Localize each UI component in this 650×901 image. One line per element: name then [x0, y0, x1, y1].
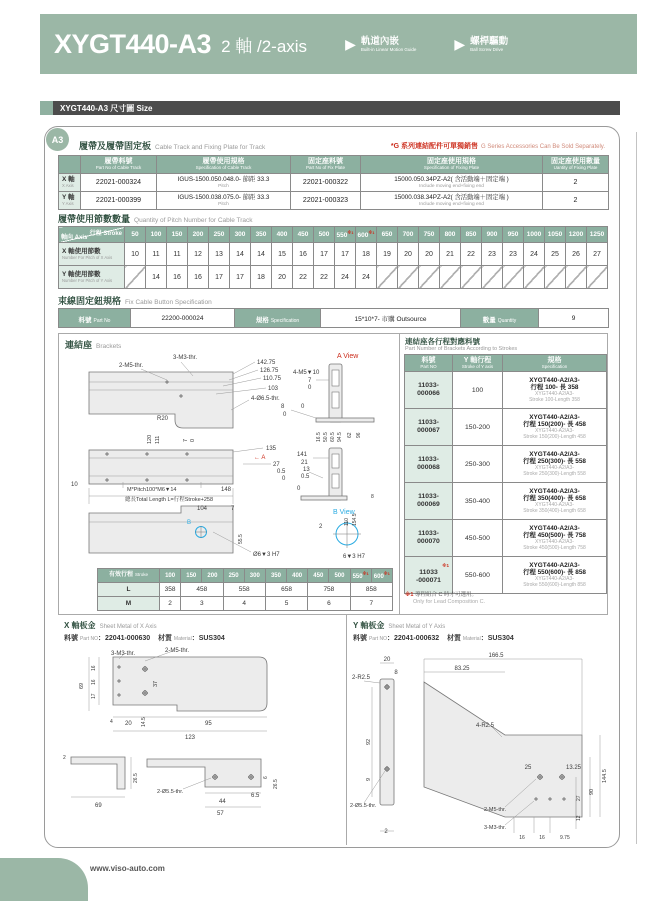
- pitch-value-cell: 14: [146, 266, 167, 289]
- pitch-value-cell: 23: [503, 243, 524, 266]
- bracket-spec: XYGT440-A2/A3- 行程 100- 長 358 XYGT440-A2/A3- Stroke 100-Length 358: [503, 372, 607, 409]
- table-row: 料號 Part No 22200-000024 規格 Specification 15*10*7- 市購 Outsource 數量 Quantity 9: [59, 309, 609, 328]
- pitch-value-cell: 27: [587, 243, 608, 266]
- stroke-header-cell: 450: [293, 227, 314, 243]
- dimension-label: 111: [155, 435, 161, 444]
- stroke-header-cell: 200: [188, 227, 209, 243]
- bracket-row: [405, 483, 607, 520]
- pitch-value-cell: 18: [356, 243, 377, 266]
- dimension-label: 110.75: [263, 376, 281, 382]
- axis-subtitle: 2 軸 /2-axis: [221, 36, 308, 56]
- bracket-part-no: 11033- 000069: [405, 483, 453, 520]
- footer-url: www.viso-auto.com: [90, 864, 165, 873]
- dimension-label: 126.75: [260, 368, 279, 374]
- dimension-label: 6▼3 H7: [343, 554, 365, 560]
- stroke-header-cell: 700: [398, 227, 419, 243]
- lm-l-cells: L 358 458 558 658 758 858: [98, 583, 393, 597]
- dimension-label: A View: [337, 353, 359, 360]
- bracket-stroke: 150-200: [453, 409, 503, 446]
- dimension-label: B View: [333, 509, 355, 516]
- length-value-cell: 3: [181, 597, 223, 611]
- pitch-value-cell: [461, 266, 482, 289]
- stroke-header-cell: 150: [181, 569, 202, 583]
- sheet-x-drawing: [55, 647, 340, 842]
- stroke-header-cell: 800: [440, 227, 461, 243]
- pitch-value-cell: [503, 266, 524, 289]
- dimension-label: 2-M5-thr.: [119, 363, 144, 369]
- dimension-label: R20: [157, 416, 169, 422]
- dimension-label: 8: [281, 404, 285, 410]
- bracket-row: [405, 520, 607, 557]
- dimension-label: 12: [576, 815, 582, 821]
- dimension-label: 2-M5-thr.: [484, 807, 507, 813]
- bracket-spec: XYGT440-A2/A3- 行程 550(600)- 長 858 XYGT440-A2/A3- Stroke 550(600)-Length 858: [503, 557, 607, 594]
- dimension-label: 0: [190, 438, 196, 442]
- pitch-value-cell: [524, 266, 545, 289]
- dimension-label: 0: [282, 476, 286, 482]
- dimension-label: 8: [371, 494, 374, 500]
- stroke-header-cell: 750: [419, 227, 440, 243]
- arrow-icon: ▶: [454, 36, 466, 52]
- dimension-label: 2-Ø5.5-thr.: [157, 789, 184, 795]
- bracket-stroke: 350-400: [453, 483, 503, 520]
- dimension-label: 92: [366, 738, 372, 745]
- brackets-drawing: [61, 350, 397, 562]
- dimension-label: 0.5: [277, 469, 286, 475]
- bracket-stroke: 550-600: [453, 557, 503, 594]
- length-value-cell: 358: [160, 583, 181, 597]
- stroke-length-table: [97, 568, 393, 611]
- pitch-value-cell: 25: [545, 243, 566, 266]
- pitch-value-cell: [440, 266, 461, 289]
- dimension-label: 0: [301, 404, 305, 410]
- dimension-label: 3-M3-thr.: [484, 825, 507, 831]
- dimension-label: 16: [91, 679, 97, 685]
- section-bar: [40, 101, 620, 115]
- pitch-x-cells: X 軸使用節數 Number For Pitch of X Axis 10 11 11 12 13 14 14 15 16 17 17 18 19 20 20 21 22 23 23 24 25 26 27: [59, 243, 608, 266]
- pitch-value-cell: [419, 266, 440, 289]
- dimension-label: 142.75: [257, 360, 276, 366]
- divider: [399, 334, 400, 614]
- feature-guide-zh: 軌道內嵌: [360, 35, 399, 47]
- bracket-stroke: 450-500: [453, 520, 503, 557]
- dimension-label: 7: [231, 506, 235, 512]
- pitch-value-cell: [482, 266, 503, 289]
- dimension-label: 69: [79, 682, 85, 689]
- sheet-x-title: X 軸板金 Sheet Metal of X Axis: [64, 621, 157, 630]
- bracket-parts-header-row: 料號 Part NO Y 軸行程 Stroke of Y axis 規格 Specification: [405, 355, 607, 372]
- dimension-label: 2-M5-thr.: [165, 648, 190, 654]
- bracket-spec: XYGT440-A2/A3- 行程 450(500)- 長 758 XYGT440-A2/A3- Stroke 450(500)-Length 758: [503, 520, 607, 557]
- feature-screw-en: Ball Screw Drive: [470, 47, 504, 52]
- length-value-cell: 2: [160, 597, 181, 611]
- pitch-value-cell: 20: [272, 266, 293, 289]
- dimension-label: 141: [297, 452, 308, 458]
- lm-m-cells: M 2 3 4 5 6 7: [98, 597, 393, 611]
- stroke-header-cell: 150: [167, 227, 188, 243]
- dimension-label: 26.5: [273, 779, 279, 789]
- pitch-value-cell: [566, 266, 587, 289]
- stroke-header-cell: 350: [265, 569, 286, 583]
- dimension-label: 2-Ø5.5-thr.: [350, 803, 377, 809]
- cable-track-header-row: 履帶料號 Part No of Cable Track 履帶使用規格 Specification of Cable Track 固定座料號 Part No of Fix Plate 固定座使用規格 Specification of Fixing Plate 固定座使用數量 Uantity of Fixing Plate: [59, 156, 609, 174]
- stroke-header-cell: 950: [503, 227, 524, 243]
- pitch-value-cell: 11: [167, 243, 188, 266]
- dimension-label: 8: [394, 670, 398, 676]
- dimension-label: 123: [185, 735, 196, 741]
- feature-screw-zh: 螺桿驅動: [470, 35, 509, 47]
- stroke-header-cell: 300: [230, 227, 251, 243]
- dimension-label: 95: [205, 721, 212, 727]
- stroke-header-cell: 100: [160, 569, 181, 583]
- dimension-label: 148: [221, 487, 232, 493]
- stroke-header-cell: 250: [223, 569, 244, 583]
- dimension-label: 4-R2.5: [476, 723, 495, 729]
- section-square-icon: [40, 101, 53, 115]
- pitch-value-cell: 17: [209, 266, 230, 289]
- table-row: X 軸 X Axis 22021-000324 IGUS-1500.050.048.0- 節距 33.3 Pitch 22021-000322 15000.050.34PZ-A2( 含活動端＋固定端 ) Include moving end+fixing end 2: [59, 174, 609, 192]
- dimension-label: 2: [63, 755, 66, 761]
- pitch-value-cell: 14: [230, 243, 251, 266]
- pitch-value-cell: 22: [314, 266, 335, 289]
- bracket-stroke: 100: [453, 372, 503, 409]
- bracket-spec: XYGT440-A2/A3- 行程 150(200)- 長 458 XYGT440-A2/A3- Stroke 150(200)-Length 458: [503, 409, 607, 446]
- dimension-label: 2: [319, 524, 323, 530]
- stroke-header-cell: 500: [329, 569, 350, 583]
- stroke-header-cell: 350: [251, 227, 272, 243]
- bracket-stroke: 250-300: [453, 446, 503, 483]
- dimension-label: B: [187, 520, 192, 526]
- dimension-label: 10: [71, 482, 78, 488]
- dimension-label: 96: [356, 432, 362, 438]
- stroke-header-cell: 200: [202, 569, 223, 583]
- stroke-header-cell: 50: [125, 227, 146, 243]
- dimension-label: 2: [384, 829, 388, 835]
- pitch-value-cell: 16: [188, 266, 209, 289]
- length-value-cell: 458: [181, 583, 223, 597]
- product-model: XYGT440-A3: [54, 28, 212, 59]
- stroke-header-cell: 400: [287, 569, 308, 583]
- page-edge-line: [636, 132, 637, 844]
- stroke-header-cell: 900: [482, 227, 503, 243]
- brackets-title: 連結座 Brackets: [65, 340, 122, 350]
- dimension-label: 20: [383, 657, 391, 663]
- pitch-value-cell: 20: [419, 243, 440, 266]
- section-title: XYGT440-A3 尺寸圖 Size: [53, 101, 620, 115]
- bracket-part-no: 11033- 000068: [405, 446, 453, 483]
- stroke-header-cell: 850: [461, 227, 482, 243]
- bracket-part-no: 11033- 000066: [405, 372, 453, 409]
- fix-button-table: [58, 308, 609, 328]
- dimension-label: M*Pitch100*M6▼14: [127, 487, 177, 493]
- dimension-label: 90: [589, 788, 595, 795]
- dimension-label: 26.5: [133, 773, 139, 783]
- pitch-value-cell: 24: [524, 243, 545, 266]
- dimension-label: 44: [219, 799, 226, 805]
- dimension-label: 62: [347, 432, 353, 438]
- dimension-label: 55.5: [238, 534, 244, 544]
- pitch-value-cell: 20: [398, 243, 419, 266]
- stroke-header-cell: 100: [146, 227, 167, 243]
- dimension-label: 9: [366, 777, 372, 781]
- stroke-header-cell: 1000: [524, 227, 545, 243]
- stroke-header-cell: 1250: [587, 227, 608, 243]
- dimension-label: 104: [197, 506, 208, 512]
- pitch-value-cell: 21: [440, 243, 461, 266]
- pitch-value-cell: 14: [251, 243, 272, 266]
- dimension-label: 57: [217, 811, 224, 817]
- bracket-part-no: 11033- 000070: [405, 520, 453, 557]
- dimension-label: 0: [283, 412, 287, 418]
- fix-button-title: 束線固定鈕規格 Fix Cable Button Specification: [58, 296, 212, 306]
- pitch-y-cells: Y 軸使用節數 Number For Pitch of Y Axis 14 16 16 17 17 18 20 22 22 24 24: [59, 266, 608, 289]
- sheet-x-partline: 料號 Part NO：22041-000630 材質 Material：SUS304: [64, 635, 225, 642]
- dimension-label: 60.5: [330, 432, 336, 442]
- dimension-label: 154.5: [352, 513, 358, 526]
- pitch-value-cell: [125, 266, 146, 289]
- length-value-cell: 4: [223, 597, 265, 611]
- stroke-header-cell: 600$^{※1}$: [356, 227, 377, 243]
- a3-badge: A3: [46, 128, 69, 151]
- dimension-label: 2-R2.5: [352, 675, 371, 681]
- dimension-label: Ø6▼3 H7: [253, 552, 280, 558]
- cable-track-title: 履帶及履帶固定板 Cable Track and Fixing Plate for Track: [79, 141, 266, 151]
- bracket-row: [405, 557, 607, 594]
- dimension-label: 27: [576, 795, 582, 801]
- arrow-icon: ▶: [345, 36, 356, 52]
- pitch-value-cell: 17: [314, 243, 335, 266]
- stroke-header-cell: 400: [272, 227, 293, 243]
- dimension-label: 83.25: [454, 666, 470, 672]
- dimension-label: 7: [308, 378, 312, 384]
- bracket-row: [405, 372, 607, 409]
- pitch-value-cell: 19: [377, 243, 398, 266]
- dimension-label: 0: [308, 385, 312, 391]
- bracket-parts-title: 連結座各行程對應料號 Part Number of Brackets According to Strokes: [405, 337, 518, 352]
- dimension-label: 4-M5▼10: [293, 370, 320, 376]
- pitch-table: [58, 226, 608, 289]
- dimension-label: 0: [297, 486, 301, 492]
- sheet-y-title: Y 軸板金 Sheet Metal of Y Axis: [353, 621, 446, 630]
- pitch-value-cell: 22: [461, 243, 482, 266]
- content-box: [44, 126, 620, 848]
- divider: [346, 615, 347, 845]
- stroke-header-cell: 300: [244, 569, 265, 583]
- bracket-spec: XYGT440-A2/A3- 行程 250(300)- 長 558 XYGT440-A2/A3- Stroke 250(300)-Length 558: [503, 446, 607, 483]
- stroke-header-cell: 550$^{※1}$: [350, 569, 371, 583]
- dimension-label: 27: [273, 462, 280, 468]
- dimension-label: 135: [266, 446, 277, 452]
- dimension-label: 14.5: [141, 717, 147, 727]
- dimension-label: 69: [95, 803, 102, 809]
- dimension-label: 17: [91, 693, 97, 699]
- pitch-value-cell: 16: [293, 243, 314, 266]
- length-value-cell: 858: [350, 583, 392, 597]
- dimension-label: 25: [524, 765, 532, 771]
- bracket-spec: XYGT440-A2/A3- 行程 350(400)- 長 658 XYGT440-A2/A3- Stroke 350(400)-Length 658: [503, 483, 607, 520]
- pitch-value-cell: [545, 266, 566, 289]
- length-value-cell: 6: [308, 597, 350, 611]
- pitch-value-cell: 11: [146, 243, 167, 266]
- bracket-rows: [405, 372, 607, 594]
- dimension-label: 20: [125, 721, 132, 727]
- dimension-label: 16: [91, 665, 97, 671]
- bracket-row: [405, 446, 607, 483]
- dimension-label: 21: [301, 460, 308, 466]
- dimension-label: 50.5: [323, 432, 329, 442]
- pitch-table-title: 履帶使用節數數量 Quantity of Pitch Number for Cable Track: [58, 214, 253, 224]
- sheet-y-drawing: [350, 647, 615, 842]
- dimension-label: 16.5: [316, 432, 322, 442]
- bracket-footnote: ※1 導程組合 C 時才可選用。 Only for Lead Composition C.: [405, 592, 486, 606]
- stroke-header-cell: 600$^{※1}$: [371, 569, 392, 583]
- dimension-label: 144.5: [602, 769, 608, 783]
- pitch-value-cell: [377, 266, 398, 289]
- dimension-label: 9.75: [560, 835, 570, 841]
- stroke-header-cell: 1200: [566, 227, 587, 243]
- dimension-label: 110: [344, 518, 350, 526]
- pitch-value-cell: 26: [566, 243, 587, 266]
- pitch-value-cell: 22: [293, 266, 314, 289]
- bracket-parts-table: [404, 354, 607, 594]
- pitch-value-cell: 10: [125, 243, 146, 266]
- brackets-section: [58, 333, 608, 615]
- length-value-cell: 5: [265, 597, 307, 611]
- stroke-header-cell: 550$^{※1}$: [335, 227, 356, 243]
- length-value-cell: 758: [308, 583, 350, 597]
- dimension-label: 3-M3-thr.: [111, 651, 136, 657]
- dimension-label: 6.5: [251, 793, 260, 799]
- bracket-part-no: 11033- 000067: [405, 409, 453, 446]
- pitch-value-cell: 24: [356, 266, 377, 289]
- header-banner: [40, 14, 637, 74]
- dimension-label: 16: [539, 835, 545, 841]
- length-value-cell: 558: [223, 583, 265, 597]
- dimension-label: 37: [153, 680, 159, 687]
- stroke-header-cell: 1050: [545, 227, 566, 243]
- pitch-value-cell: 18: [251, 266, 272, 289]
- dimension-label: 6: [263, 776, 269, 779]
- pitch-stroke-cells: [59, 227, 608, 243]
- bracket-part-no: ※1 11033 -000071: [405, 557, 453, 594]
- dimension-label: 16: [519, 835, 525, 841]
- dimension-label: 總長Total Length L=行程Stroke+258: [125, 497, 214, 503]
- pitch-corner-cell: 行程 Stroke 軸向 Axis: [59, 227, 125, 243]
- pitch-value-cell: 13: [209, 243, 230, 266]
- pitch-value-cell: 17: [230, 266, 251, 289]
- pitch-value-cell: [587, 266, 608, 289]
- dimension-label: 166.5: [488, 653, 504, 659]
- bracket-row: [405, 409, 607, 446]
- dimension-label: 4-Ø6.5-thr.: [251, 396, 280, 402]
- corner-blank: [59, 156, 81, 174]
- feature-guide-en: Built-in Linear Motion Guide: [360, 47, 417, 52]
- pitch-value-cell: 24: [335, 266, 356, 289]
- dimension-label: ← A: [254, 455, 266, 461]
- pitch-value-cell: [398, 266, 419, 289]
- dimension-label: 103: [268, 386, 279, 392]
- dimension-label: 3-M3-thr.: [173, 355, 198, 361]
- stroke-header-cell: 450: [308, 569, 329, 583]
- stroke-header-cell: 250: [209, 227, 230, 243]
- length-value-cell: 658: [265, 583, 307, 597]
- cable-track-table: [58, 155, 609, 210]
- stroke-header-cell: 500: [314, 227, 335, 243]
- pitch-value-cell: 17: [335, 243, 356, 266]
- lm-stroke-cells: 有效行程 Stroke 100 150 200 250 300 350 400 450 500 550$^{※1}$ 600$^{※1}$: [98, 569, 393, 583]
- pitch-value-cell: 16: [167, 266, 188, 289]
- dimension-label: 13: [303, 467, 310, 473]
- pitch-value-cell: 23: [482, 243, 503, 266]
- feature-guide: [345, 36, 416, 53]
- dimension-label: 7: [183, 438, 189, 442]
- stroke-header-cell: 650: [377, 227, 398, 243]
- dimension-label: 120: [147, 434, 153, 444]
- dimension-label: 13.25: [566, 765, 582, 771]
- footer-brand-shape: [0, 858, 88, 901]
- pitch-value-cell: 15: [272, 243, 293, 266]
- feature-screw: [454, 36, 508, 53]
- sheet-y-partline: 料號 Part NO：22041-000632 材質 Material：SUS304: [353, 635, 514, 642]
- dimension-label: 4: [110, 719, 113, 725]
- table-row: Y 軸 Y Axis 22021-000399 IGUS-1500.038.075.0- 節距 33.3 Pitch 22021-000323 15000.038.34PZ-A2( 含活動端＋固定端 ) Include moving end+fixing end 2: [59, 192, 609, 210]
- length-value-cell: 7: [350, 597, 392, 611]
- g-series-note: *G 系列連結配件可單獨銷售 G Series Accessories Can Be Sold Separately.: [390, 143, 605, 150]
- dimension-label: 94.5: [337, 432, 343, 442]
- dimension-label: 0.5: [301, 474, 310, 480]
- pitch-value-cell: 12: [188, 243, 209, 266]
